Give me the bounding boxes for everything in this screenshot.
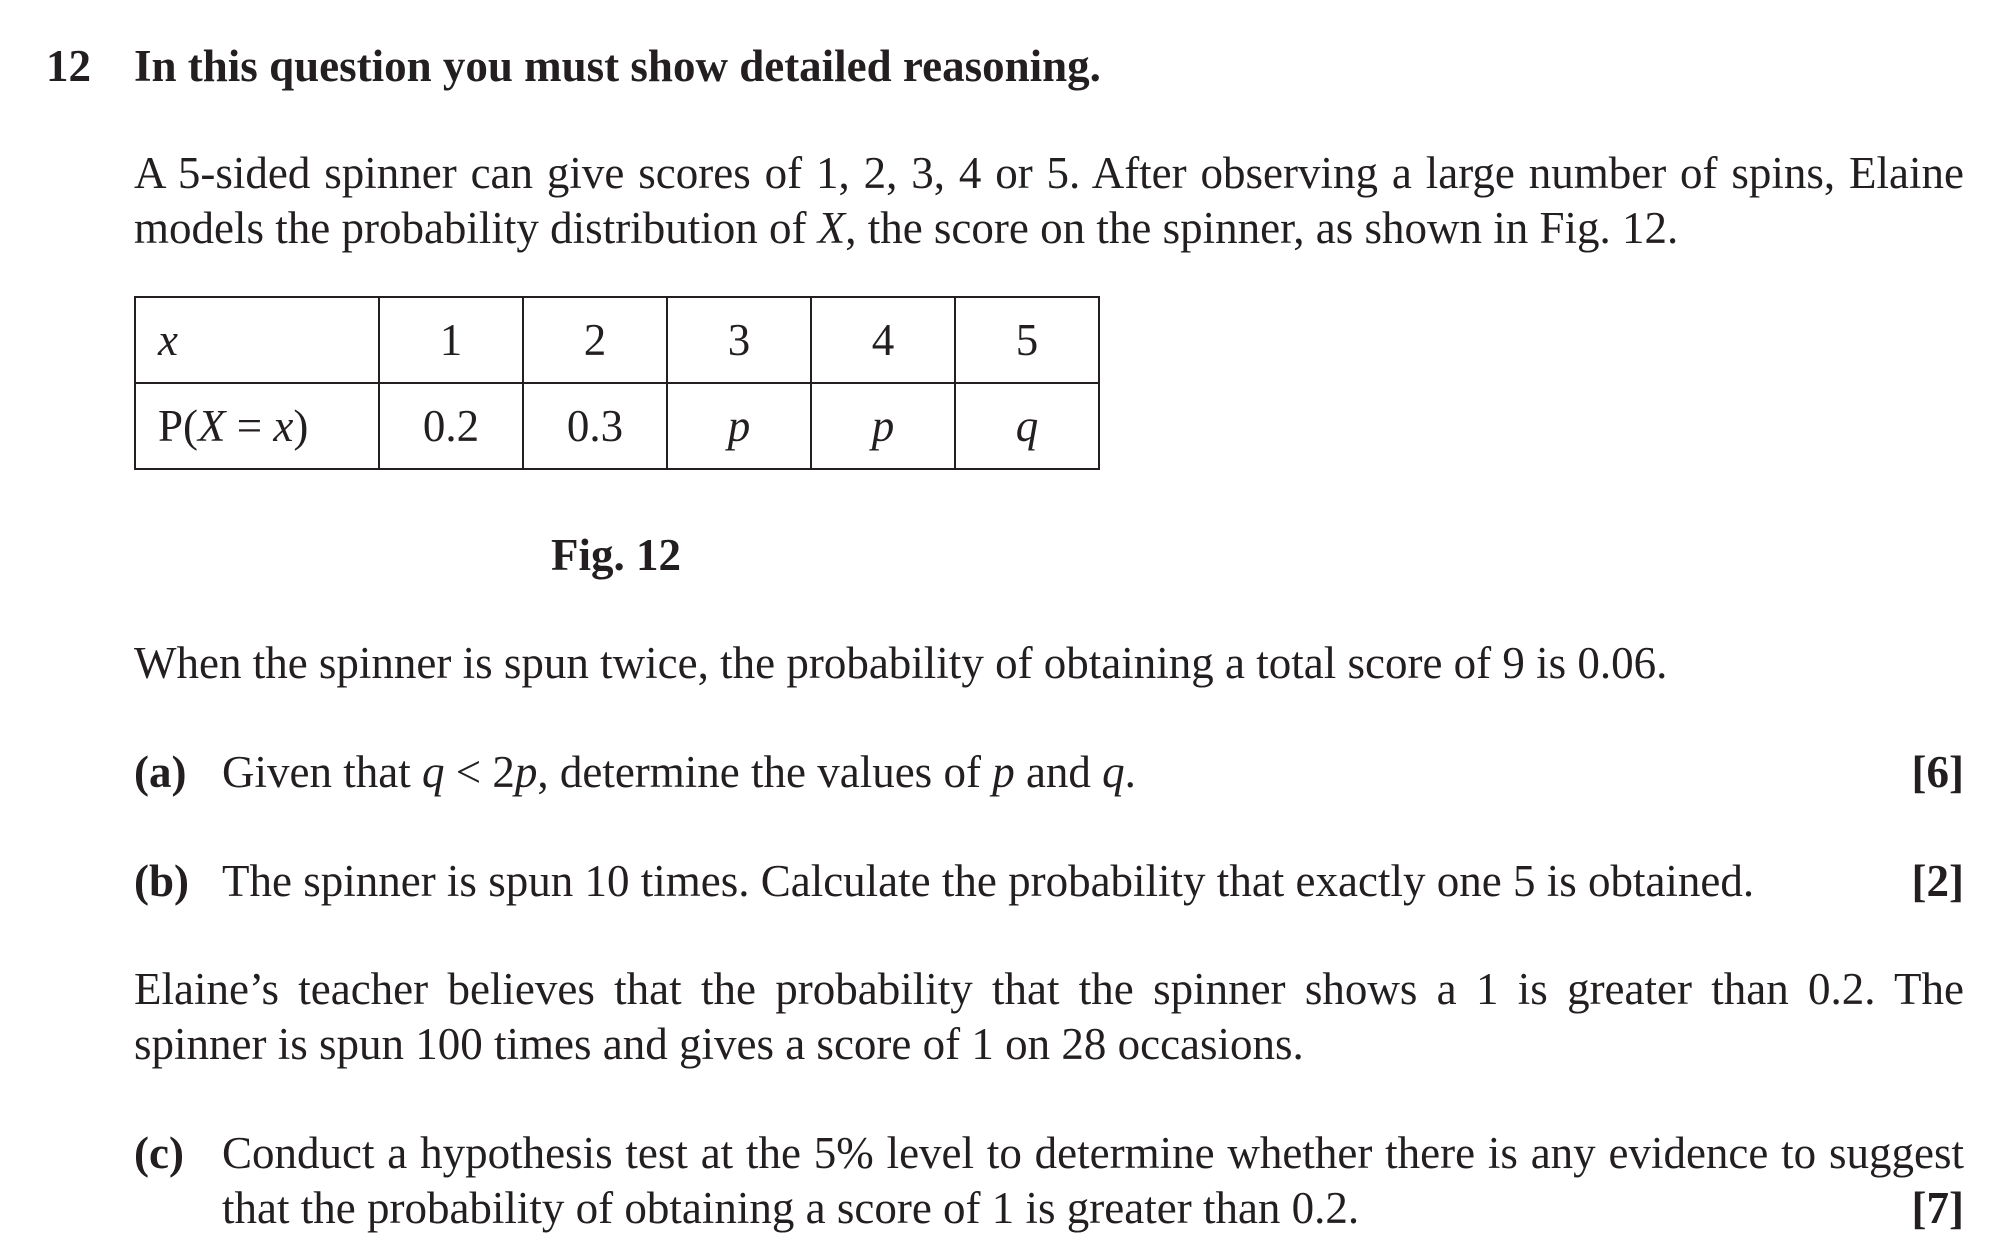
part-c-marks: [7]	[1911, 1183, 1964, 1233]
table-cell: 1	[379, 297, 523, 383]
table-cell: 5	[955, 297, 1099, 383]
table-cell: p	[667, 383, 811, 469]
table-cell: q	[955, 383, 1099, 469]
intro-paragraph	[134, 146, 1964, 256]
question-heading: In this question you must show detailed reasoning.	[134, 41, 1101, 91]
table-cell: 0.3	[523, 383, 667, 469]
table-row-header-x: x	[135, 297, 379, 383]
part-b-label: (b)	[134, 856, 189, 906]
table-row-x	[135, 297, 1099, 383]
intro-line-1: A 5-sided spinner can give scores of 1, 2, 3, 4 or 5. After observing a large number of spins, Elaine	[134, 148, 1964, 198]
figure-caption: Fig. 12	[551, 530, 681, 580]
question-number: 12	[46, 41, 91, 91]
part-a-label: (a)	[134, 747, 187, 797]
condition-text: When the spinner is spun twice, the probability of obtaining a total score of 9 is 0.06.	[134, 638, 1668, 688]
teacher-paragraph	[134, 962, 1964, 1072]
part-c-label: (c)	[134, 1128, 184, 1178]
part-c-text	[222, 1126, 1964, 1236]
table-row-header-probability: P(X = x)	[135, 383, 379, 469]
part-b-text: The spinner is spun 10 times. Calculate the probability that exactly one 5 is obtained.	[222, 856, 1755, 906]
table-cell: 4	[811, 297, 955, 383]
probability-distribution-table	[134, 296, 1100, 470]
part-c	[134, 1126, 1964, 1236]
part-b-marks: [2]	[1911, 856, 1964, 906]
table-cell: 3	[667, 297, 811, 383]
part-a-marks: [6]	[1911, 747, 1964, 797]
part-c-line-2: that the probability of obtaining a score of 1 is greater than 0.2.	[222, 1183, 1360, 1233]
table-cell: p	[811, 383, 955, 469]
table-row-probability	[135, 383, 1099, 469]
table-cell: 2	[523, 297, 667, 383]
part-c-line-1: Conduct a hypothesis test at the 5% level to determine whether there is any evidence to suggest	[222, 1128, 1964, 1178]
intro-line-2: models the probability distribution of X, the score on the spinner, as shown in Fig. 12.	[134, 203, 1679, 253]
teacher-line-2: spinner is spun 100 times and gives a score of 1 on 28 occasions.	[134, 1019, 1304, 1069]
part-a-text: Given that q < 2p, determine the values of p and q.	[222, 747, 1136, 797]
teacher-line-1: Elaine’s teacher believes that the probability that the spinner shows a 1 is greater than 0.2. The	[134, 964, 1964, 1014]
table-cell: 0.2	[379, 383, 523, 469]
